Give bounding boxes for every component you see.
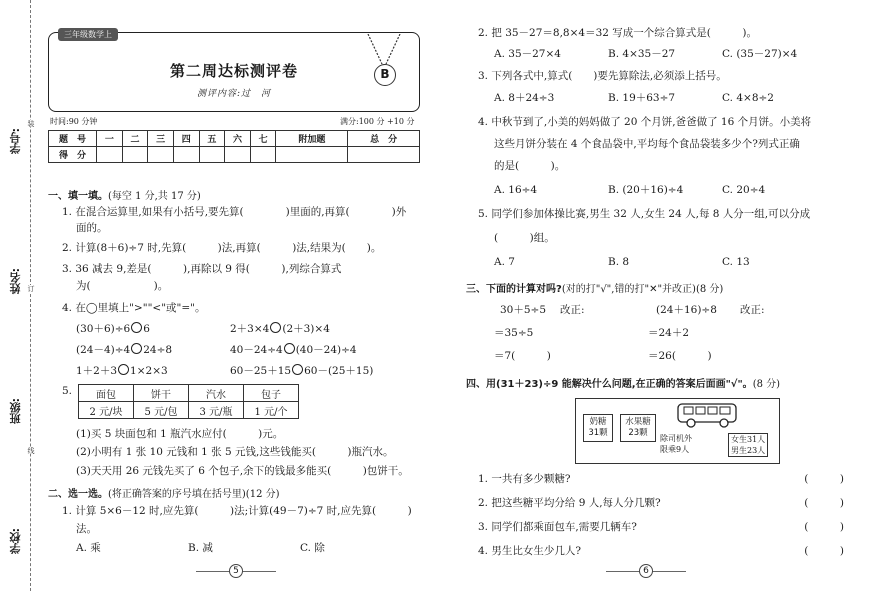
section-title: 二、选一选。 bbox=[48, 489, 108, 500]
choice-question-4-line-3: 的是( )。 bbox=[494, 160, 566, 172]
table-cell: 附加题 bbox=[276, 131, 348, 147]
question-1-line-2: 面的。 bbox=[76, 222, 108, 234]
section-4-heading bbox=[466, 375, 780, 390]
table-cell: 一 bbox=[97, 131, 123, 147]
table-cell: 三 bbox=[148, 131, 174, 147]
section-note: (将正确答案的序号填在括号里)(12 分) bbox=[108, 489, 280, 500]
choice-question-3: 3. 下列各式中,算式( )要先算除法,必须添上括号。 bbox=[478, 70, 727, 82]
number-label: 学号: bbox=[9, 128, 22, 155]
page-title: 第二周达标测评卷 bbox=[169, 62, 298, 80]
bus-capacity-note bbox=[660, 433, 692, 455]
expr-left: (24－4)÷4 bbox=[76, 344, 131, 356]
candy-label: 奶糖 bbox=[589, 417, 607, 427]
calc-b-step-2: ＝24＋2 bbox=[648, 327, 690, 339]
calc-a-step-2: ＝35÷5 bbox=[494, 327, 534, 339]
table-cell: 饼干 bbox=[134, 385, 189, 402]
table-cell: 5 元/包 bbox=[134, 402, 189, 419]
expr-right: (2＋3)×4 bbox=[282, 323, 330, 335]
option-c[interactable]: C. (35－27)×4 bbox=[722, 48, 798, 60]
calc-b-step-1: (24＋16)÷8 bbox=[656, 304, 717, 316]
calc-b-fix-label: 改正: bbox=[740, 304, 765, 316]
question-2: 2. 计算(8＋6)÷7 时,先算( )法,再算( )法,结果为( )。 bbox=[62, 242, 382, 254]
table-cell: 面包 bbox=[79, 385, 134, 402]
option-c[interactable]: C. 4×8÷2 bbox=[722, 92, 774, 104]
compare-circle-icon[interactable] bbox=[131, 343, 142, 354]
answer-question: 4. 男生比女生少几人? bbox=[478, 545, 581, 557]
page-number: 5 bbox=[229, 564, 243, 578]
option-c[interactable]: C. 20÷4 bbox=[722, 184, 766, 196]
question-5-3: (3)天天用 26 元钱先买了 6 个包子,余下的钱最多能买( )包饼干。 bbox=[76, 465, 409, 477]
compare-item bbox=[76, 364, 168, 378]
bus-note-line: 除司机外 bbox=[660, 434, 692, 443]
choice-question-4-line-2: 这些月饼分装在 4 个食品袋中,平均每个食品袋装多少个?列式正确 bbox=[494, 138, 800, 150]
score-input-cell[interactable] bbox=[225, 147, 251, 163]
table-cell: 二 bbox=[122, 131, 148, 147]
answer-question: 2. 把这些糖平均分给 9 人,每人分几颗? bbox=[478, 497, 661, 509]
expr-right: 6 bbox=[143, 323, 150, 335]
table-cell: 3 元/瓶 bbox=[189, 402, 244, 419]
option-c[interactable]: C. 除 bbox=[300, 542, 325, 554]
seal-word-2: 订 bbox=[27, 285, 35, 292]
page-number: 6 bbox=[639, 564, 653, 578]
table-cell: 六 bbox=[225, 131, 251, 147]
milk-candy-box bbox=[583, 414, 613, 442]
answer-question: 1. 一共有多少颗糖? bbox=[478, 473, 571, 485]
question-3-line-1: 3. 36 减去 9,差是( ),再除以 9 得( ),列综合算式 bbox=[62, 263, 342, 275]
score-input-cell[interactable] bbox=[199, 147, 225, 163]
check-paren[interactable]: ( ) bbox=[804, 545, 844, 557]
choice-question-1-line-1: 1. 计算 5×6－12 时,应先算( )法;计算(49－7)÷7 时,应先算( ) bbox=[62, 505, 412, 517]
score-input-cell[interactable] bbox=[250, 147, 276, 163]
score-input-cell[interactable] bbox=[97, 147, 123, 163]
compare-circle-icon[interactable] bbox=[284, 343, 295, 354]
score-table bbox=[48, 130, 420, 163]
option-a[interactable]: A. 16÷4 bbox=[494, 184, 538, 196]
option-a[interactable]: A. 8＋24÷3 bbox=[494, 92, 555, 104]
students-line: 女生31人 bbox=[731, 435, 766, 444]
section-note: (每空 1 分,共 17 分) bbox=[108, 191, 201, 202]
table-cell: 四 bbox=[173, 131, 199, 147]
section-note: (对的打"√",错的打"✕"并改正)(8 分) bbox=[561, 284, 724, 295]
price-items-row bbox=[79, 385, 299, 402]
option-b[interactable]: B. 19＋63÷7 bbox=[608, 92, 676, 104]
option-b[interactable]: B. (20＋16)÷4 bbox=[608, 184, 684, 196]
question-5: 5. bbox=[62, 385, 73, 397]
compare-item bbox=[76, 322, 150, 336]
table-cell: 五 bbox=[199, 131, 225, 147]
seal-word-1: 装 bbox=[27, 120, 35, 127]
question-4: 4. 在◯里填上">""<"或"="。 bbox=[62, 302, 206, 314]
table-cell: 包子 bbox=[244, 385, 299, 402]
candy-label: 水果糖 bbox=[625, 417, 651, 427]
grade-tag: 三年级数学上 bbox=[58, 28, 118, 41]
score-input-cell[interactable] bbox=[148, 147, 174, 163]
candy-count: 31颗 bbox=[588, 428, 608, 438]
seal-word-3: 线 bbox=[27, 447, 35, 454]
question-5-1: (1)买 5 块面包和 1 瓶汽水应付( )元。 bbox=[76, 428, 284, 440]
name-label: 姓名: bbox=[9, 268, 22, 295]
school-label: 学校: bbox=[9, 528, 22, 555]
option-b[interactable]: B. 8 bbox=[608, 256, 630, 268]
expr-right: 60－(25＋15) bbox=[304, 365, 374, 377]
compare-circle-icon[interactable] bbox=[292, 364, 303, 375]
table-cell: 1 元/个 bbox=[244, 402, 299, 419]
score-input-cell[interactable] bbox=[348, 147, 420, 163]
class-label: 班级: bbox=[9, 398, 22, 425]
test-content: 测评内容:过 河 bbox=[196, 89, 272, 99]
score-table-score-row bbox=[49, 147, 420, 163]
compare-circle-icon[interactable] bbox=[270, 322, 281, 333]
calc-b-step-3: ＝26( ) bbox=[648, 350, 712, 362]
score-input-cell[interactable] bbox=[122, 147, 148, 163]
expr-left: 60－25＋15 bbox=[230, 365, 292, 377]
expr-right: 24÷8 bbox=[143, 344, 173, 356]
score-table-header-row bbox=[49, 131, 420, 147]
check-paren[interactable]: ( ) bbox=[804, 473, 844, 485]
price-table bbox=[78, 384, 299, 419]
choice-question-5-line-2: ( )组。 bbox=[494, 232, 555, 244]
table-cell: 汽水 bbox=[189, 385, 244, 402]
answer-row bbox=[478, 545, 844, 558]
section-note: (8 分) bbox=[752, 379, 781, 390]
students-line: 男生23人 bbox=[731, 446, 766, 455]
compare-item bbox=[230, 343, 357, 357]
check-paren[interactable]: ( ) bbox=[804, 521, 844, 533]
question-1-line-1: 1. 在混合运算里,如果有小括号,要先算( )里面的,再算( )外 bbox=[62, 206, 407, 218]
calc-a-fix-label: 改正: bbox=[560, 304, 585, 316]
table-cell: 得 分 bbox=[49, 147, 97, 163]
bus-note-line: 限乘9人 bbox=[660, 445, 690, 454]
expr-left: 40－24÷4 bbox=[230, 344, 283, 356]
expr-left: 2＋3×4 bbox=[230, 323, 270, 335]
option-a[interactable]: A. 35－27×4 bbox=[494, 48, 561, 60]
choice-question-2: 2. 把 35－27＝8,8×4＝32 写成一个综合算式是( )。 bbox=[478, 27, 757, 39]
calc-a-step-3: ＝7( ) bbox=[494, 350, 551, 362]
expr-right: 1×2×3 bbox=[130, 365, 168, 377]
level-medal: B bbox=[374, 64, 396, 86]
choice-question-1-line-2: 法。 bbox=[76, 523, 97, 535]
fruit-candy-box bbox=[620, 414, 656, 442]
expr-left: 1＋2＋3 bbox=[76, 365, 118, 377]
answer-row bbox=[478, 521, 844, 534]
full-score: 满分:100 分 +10 分 bbox=[340, 117, 415, 126]
section-2-heading bbox=[48, 485, 280, 500]
cut-line bbox=[30, 0, 31, 591]
table-cell: 2 元/块 bbox=[79, 402, 134, 419]
binding-strip bbox=[0, 0, 40, 591]
section-title: 四、用(31＋23)÷9 能解决什么问题,在正确的答案后面画"√"。 bbox=[466, 379, 753, 390]
section-title: 三、下面的计算对吗? bbox=[466, 284, 562, 295]
choice-question-4-line-1: 4. 中秋节到了,小美的妈妈做了 20 个月饼,爸爸做了 16 个月饼。小美将 bbox=[478, 116, 812, 128]
option-b[interactable]: B. 减 bbox=[188, 542, 213, 554]
section-3-heading bbox=[466, 280, 723, 295]
compare-circle-icon[interactable] bbox=[118, 364, 129, 375]
candy-count: 23颗 bbox=[628, 428, 648, 438]
answer-row bbox=[478, 497, 844, 510]
calc-a-step-1: 30＋5÷5 bbox=[500, 304, 547, 316]
expr-right: (40－24)÷4 bbox=[295, 344, 357, 356]
compare-circle-icon[interactable] bbox=[131, 322, 142, 333]
expr-left: (30＋6)÷6 bbox=[76, 323, 131, 335]
students-note bbox=[728, 433, 768, 457]
score-input-cell[interactable] bbox=[173, 147, 199, 163]
section-title: 一、填一填。 bbox=[48, 191, 108, 202]
choice-question-5-line-1: 5. 同学们参加体操比赛,男生 32 人,女生 24 人,每 8 人分一组,可以分成 bbox=[478, 208, 811, 220]
answer-question: 3. 同学们都乘面包车,需要几辆车? bbox=[478, 521, 637, 533]
question-3-line-2: 为( )。 bbox=[76, 280, 169, 292]
section-1-heading bbox=[48, 187, 201, 202]
time-limit: 时间:90 分钟 bbox=[50, 117, 98, 126]
table-cell: 总 分 bbox=[348, 131, 420, 147]
price-values-row bbox=[79, 402, 299, 419]
answer-row bbox=[478, 473, 844, 486]
option-a[interactable]: A. 乘 bbox=[76, 542, 101, 554]
option-a[interactable]: A. 7 bbox=[494, 256, 515, 268]
table-cell: 七 bbox=[250, 131, 276, 147]
option-b[interactable]: B. 4×35－27 bbox=[608, 48, 676, 60]
option-c[interactable]: C. 13 bbox=[722, 256, 750, 268]
check-paren[interactable]: ( ) bbox=[804, 497, 844, 509]
table-cell: 题 号 bbox=[49, 131, 97, 147]
compare-item bbox=[76, 343, 172, 357]
compare-item bbox=[230, 322, 330, 336]
compare-item bbox=[230, 364, 373, 378]
score-input-cell[interactable] bbox=[276, 147, 348, 163]
question-5-2: (2)小明有 1 张 10 元钱和 1 张 5 元钱,这些钱能买( )瓶汽水。 bbox=[76, 446, 394, 458]
minibus-icon bbox=[676, 400, 742, 430]
